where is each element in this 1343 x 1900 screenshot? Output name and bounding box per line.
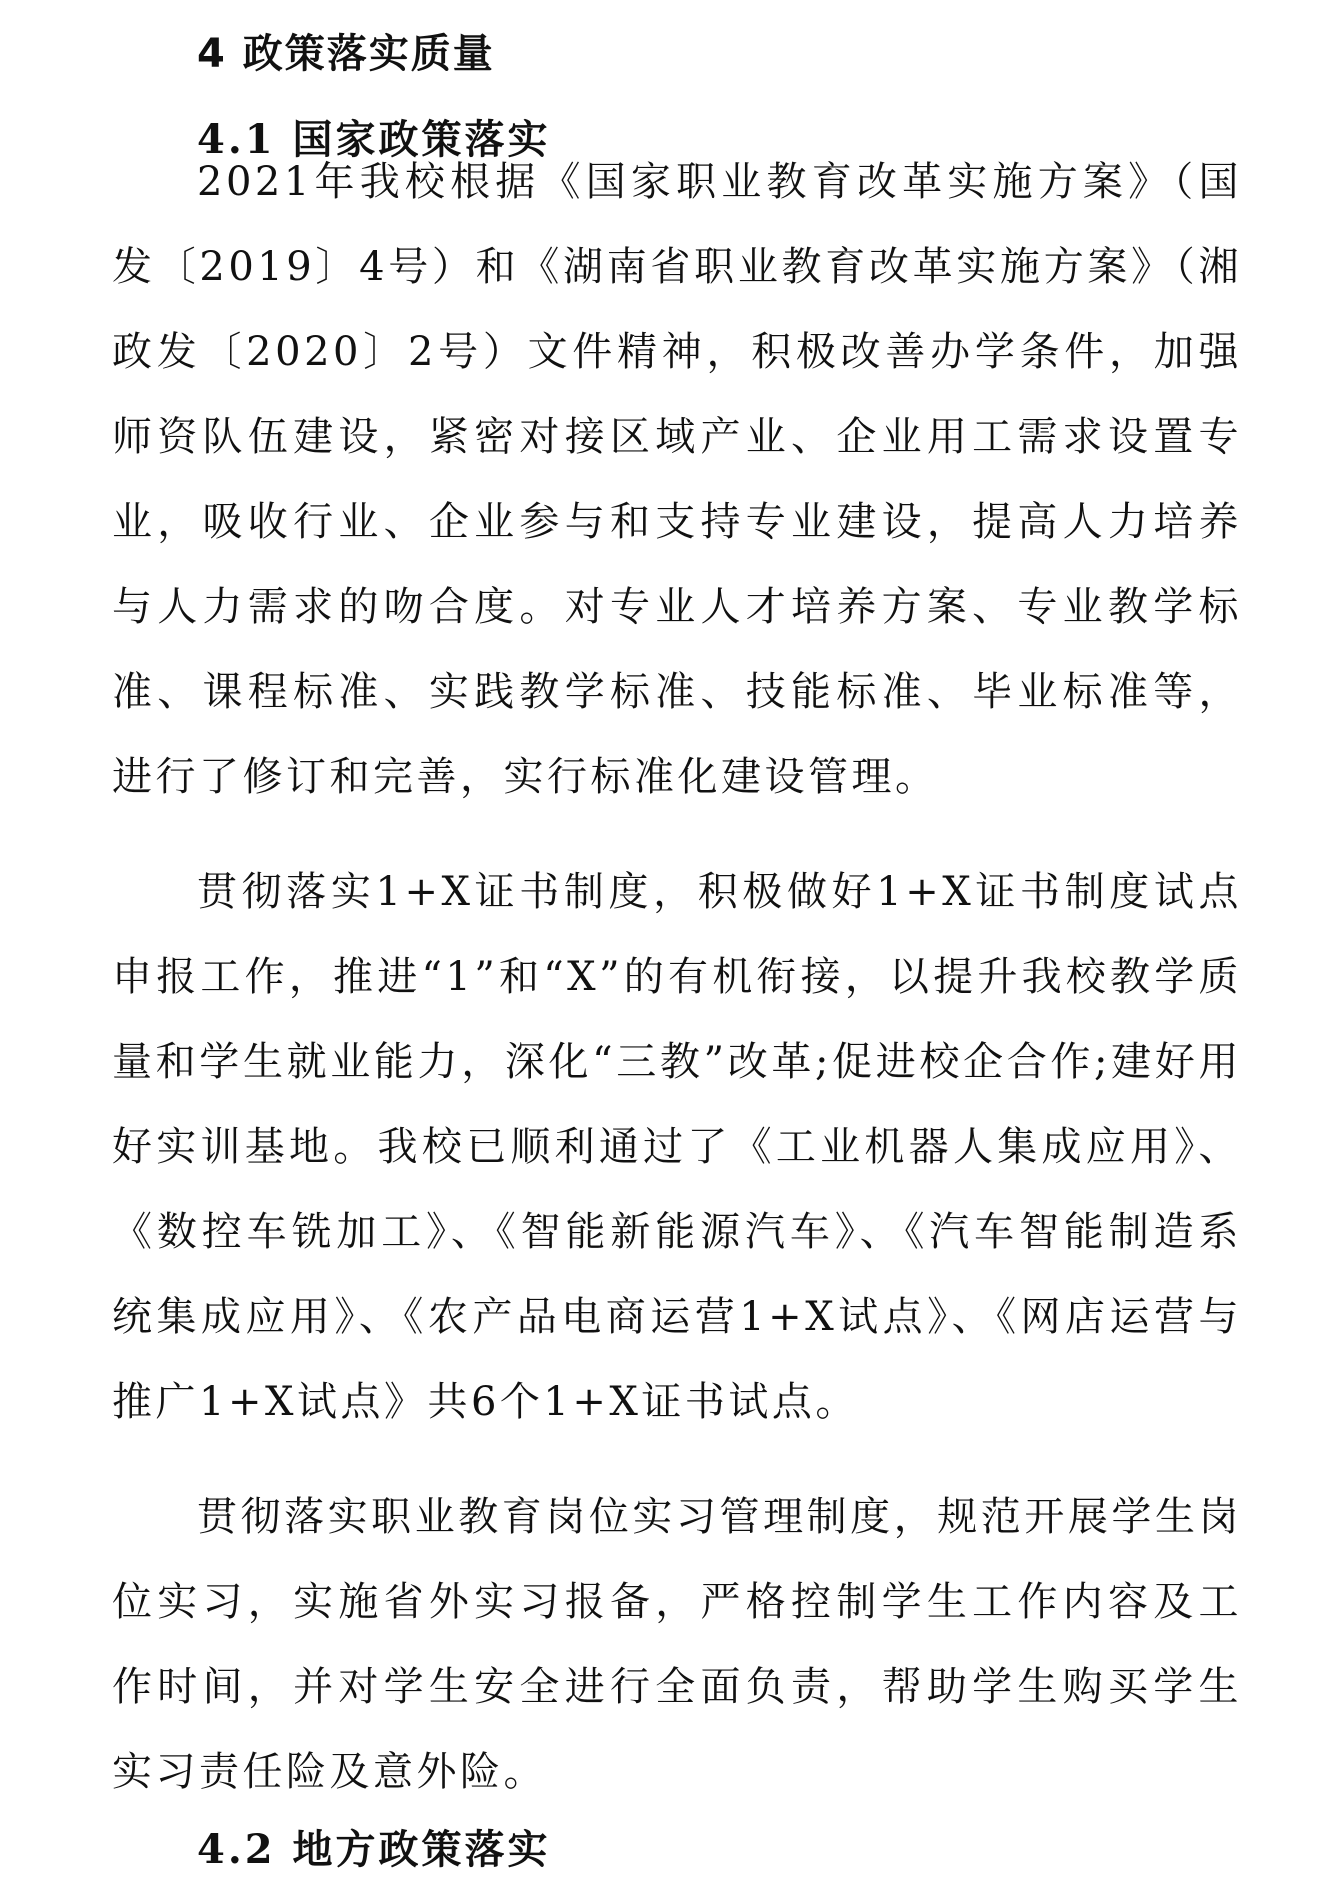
paragraph-internship-management: 贯彻落实职业教育岗位实习管理制度，规范开展学生岗位实习，实施省外实习报备，严格控制学生工作内容及工作时间，并对学生安全进行全面负责，帮助学生购买学生实习责任险及意外险。 <box>112 1494 1242 1795</box>
paragraph-1x-certificate: 贯彻落实1+X证书制度，积极做好1+X证书制度试点申报工作，推进“1”和“X”的有机衔接，以提升我校教学质量和学生就业能力，深化“三教”改革;促进校企合作;建好用好实训基地。我校已顺利通过了《工业机器人集成应用》、《数控车铣加工》、《智能新能源汽车》、《汽车智能制造系统集成应用》、《农产品电商运营1+X试点》、《网店运营与推广1+X试点》共6个1+X证书试点。 <box>112 869 1242 1425</box>
subsection-heading-4-1: 4.1 国家政策落实 <box>197 116 551 163</box>
section-heading: 4 政策落实质量 <box>197 31 495 77</box>
paragraph-policy-implementation: 2021年我校根据《国家职业教育改革实施方案》（国发〔2019〕4号）和《湖南省职业教育改革实施方案》（湘政发〔2020〕2号）文件精神，积极改善办学条件，加强师资队伍建设，紧密对接区域产业、企业用工需求设置专业，吸收行业、企业参与和支持专业建设，提高人力培养与人力需求的吻合度。对专业人才培养方案、专业教学标准、课程标准、实践教学标准、技能标准、毕业标准等，进行了修订和完善，实行标准化建设管理。 <box>112 159 1242 800</box>
subsection-heading-4-2: 4.2 地方政策落实 <box>197 1826 551 1873</box>
